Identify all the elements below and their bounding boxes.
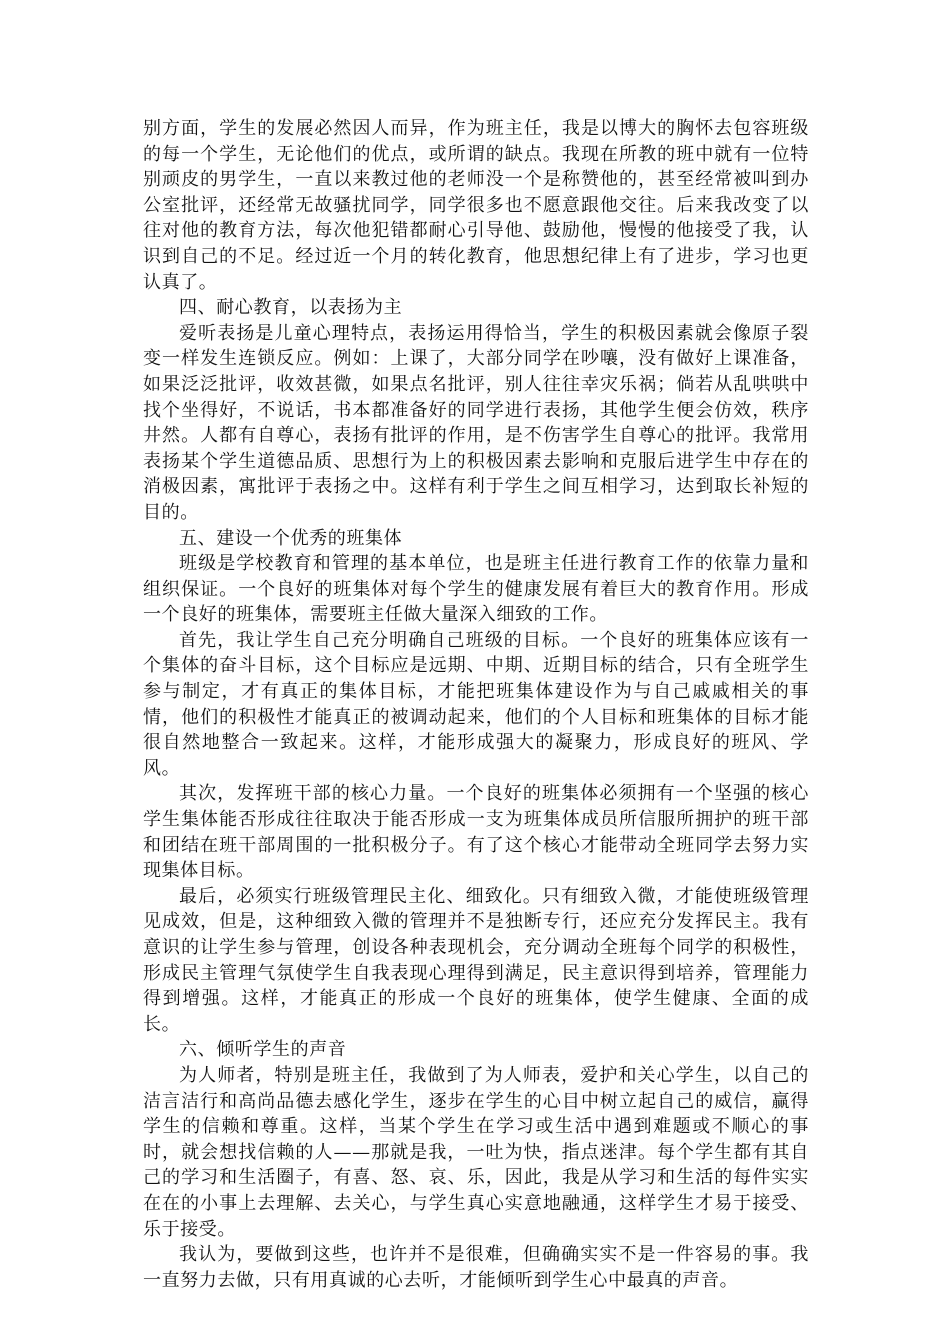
paragraph-first-goal: 首先，我让学生自己充分明确自己班级的目标。一个良好的班集体应该有一个集体的奋斗目标，这个目标应是远期、中期、近期目标的结合，只有全班学生参与制定，才有真正的集体目标，才能把班集体建设作为与自己戚戚相关的事情，他们的积极性才能真正的被调动起来，他们的个人目标和班集体的目标才能很自然地整合一致起来。这样，才能形成强大的凝聚力，形成良好的班风、学风。 <box>143 629 809 779</box>
paragraph-continued: 别方面，学生的发展必然因人而异，作为班主任，我是以博大的胸怀去包容班级的每一个学生，无论他们的优点，或所谓的缺点。我现在所教的班中就有一位特别顽皮的男学生，一直以来教过他的老师没一个是称赞他的，甚至经常被叫到办公室批评，还经常无故骚扰同学，同学很多也不愿意跟他交往。后来我改变了以往对他的教育方法，每次他犯错都耐心引导他、鼓励他，慢慢的他接受了我，认识到自己的不足。经过近一个月的转化教育，他思想纪律上有了进步，学习也更认真了。 <box>143 118 809 293</box>
paragraph-last-democracy: 最后，必须实行班级管理民主化、细致化。只有细致入微，才能使班级管理见成效，但是，这种细致入微的管理并不是独断专行，还应充分发挥民主。我有意识的让学生参与管理，创设各种表现机会，充分调动全班每个同学的积极性，形成民主管理气氛使学生自我表现心理得到满足，民主意识得到培养，管理能力得到增强。这样，才能真正的形成一个良好的班集体，使学生健康、全面的成长。 <box>143 885 809 1035</box>
section-heading-5: 五、建设一个优秀的班集体 <box>179 527 403 549</box>
paragraph-teacher-role: 为人师者，特别是班主任，我做到了为人师表，爱护和关心学生，以自己的洁言洁行和高尚品德去感化学生，逐步在学生的心目中树立起自己的威信，赢得学生的信赖和尊重。这样，当某个学生在学习或生活中遇到难题或不顺心的事时，就会想找信赖的人——那就是我，一吐为快，指点迷津。每个学生都有其自己的学习和生活圈子，有喜、怒、哀、乐，因此，我是从学习和生活的每件实实在在的小事上去理解、去关心，与学生真心实意地融通，这样学生才易于接受、乐于接受。 <box>143 1064 809 1240</box>
document-page <box>143 116 809 1293</box>
section-heading-4: 四、耐心教育，以表扬为主 <box>179 297 403 319</box>
paragraph-second-cadres: 其次，发挥班干部的核心力量。一个良好的班集体必须拥有一个坚强的核心学生集体能否形成往往取决于能否形成一支为班集体成员所信服所拥护的班干部和团结在班干部周围的一批积极分子。有了这个核心才能带动全班同学去努力实现集体目标。 <box>143 783 809 882</box>
paragraph-praise: 爱听表扬是儿童心理特点，表扬运用得恰当，学生的积极因素就会像原子裂变一样发生连锁反应。例如：上课了，大部分同学在吵嚷，没有做好上课准备，如果泛泛批评，收效甚微，如果点名批评，别人往往幸灾乐祸；倘若从乱哄哄中找个坐得好，不说话，书本都准备好的同学进行表扬，其他学生便会仿效，秩序井然。人都有自尊心，表扬有批评的作用，是不伤害学生自尊心的批评。我常用表扬某个学生道德品质、思想行为上的积极因素去影响和克服后进学生中存在的消极因素，寓批评于表扬之中。这样有利于学生之间互相学习，达到取长补短的目的。 <box>143 322 809 523</box>
section-heading-6: 六、倾听学生的声音 <box>179 1039 347 1061</box>
paragraph-conclusion: 我认为，要做到这些，也许并不是很难，但确确实实不是一件容易的事。我一直努力去做，只有用真诚的心去听，才能倾听到学生心中最真的声音。 <box>143 1244 809 1291</box>
paragraph-class-unit: 班级是学校教育和管理的基本单位，也是班主任进行教育工作的依靠力量和组织保证。一个良好的班集体对每个学生的健康发展有着巨大的教育作用。形成一个良好的班集体，需要班主任做大量深入细致的工作。 <box>143 553 809 626</box>
